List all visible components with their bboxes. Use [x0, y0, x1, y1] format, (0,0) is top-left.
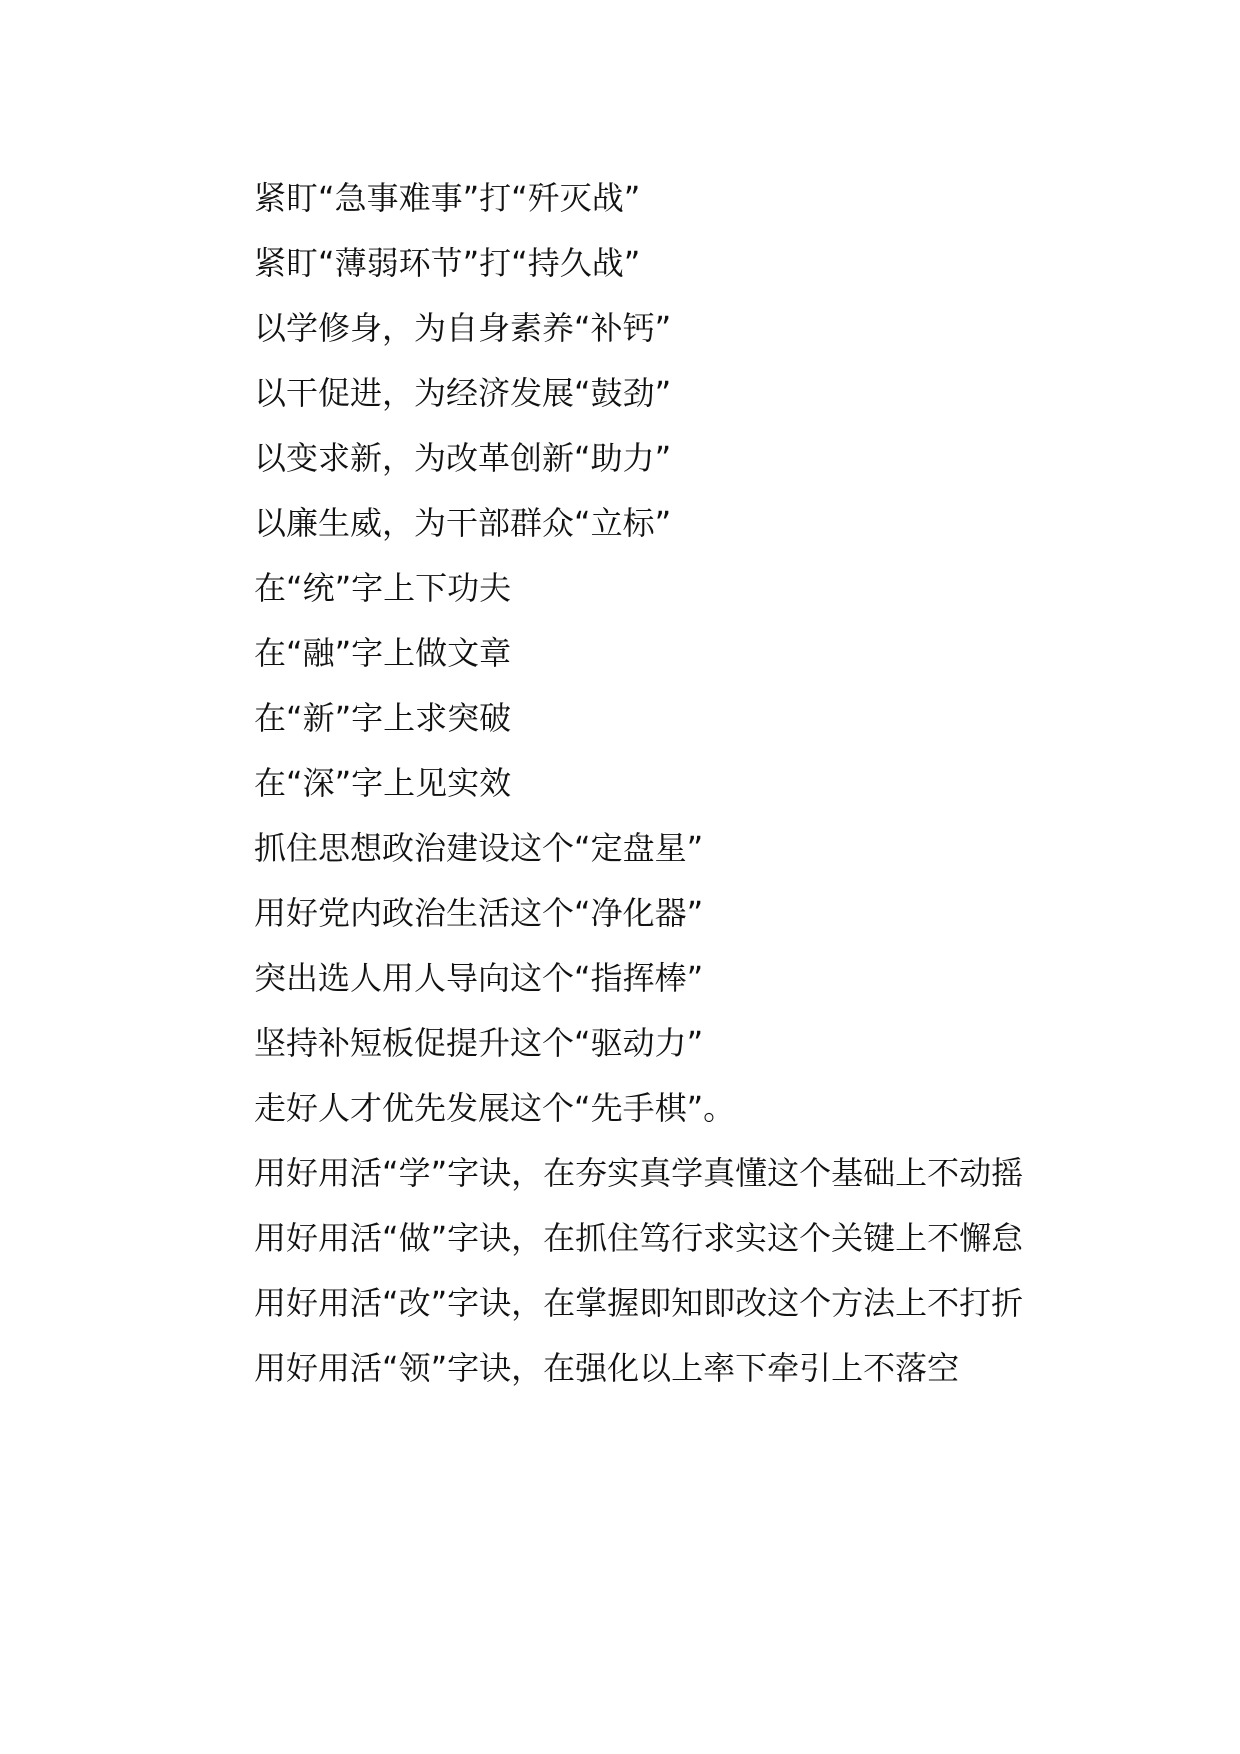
paragraph: 在“深”字上见实效: [254, 764, 512, 802]
paragraph: 用好用活“做”字诀，在抓住笃行求实这个关键上不懈怠: [254, 1219, 1024, 1257]
paragraph: 在“统”字上下功夫: [254, 569, 512, 607]
paragraph: 用好用活“改”字诀，在掌握即知即改这个方法上不打折: [254, 1284, 1024, 1322]
document-body: [188, 166, 1068, 1401]
paragraph: 以变求新，为改革创新“助力”: [254, 439, 672, 477]
paragraph: 以干促进，为经济发展“鼓劲”: [254, 374, 672, 412]
paragraph: 突出选人用人导向这个“指挥棒”: [254, 959, 704, 997]
paragraph: 用好党内政治生活这个“净化器”: [254, 894, 704, 932]
paragraph: 紧盯“薄弱环节”打“持久战”: [254, 244, 641, 282]
paragraph: 以学修身，为自身素养“补钙”: [254, 309, 672, 347]
paragraph: 走好人才优先发展这个“先手棋”。: [254, 1089, 736, 1127]
paragraph: 在“新”字上求突破: [254, 699, 512, 737]
paragraph: 以廉生威，为干部群众“立标”: [254, 504, 672, 542]
paragraph: 用好用活“领”字诀，在强化以上率下牵引上不落空: [254, 1349, 960, 1387]
paragraph: 抓住思想政治建设这个“定盘星”: [254, 829, 704, 867]
paragraph: 坚持补短板促提升这个“驱动力”: [254, 1024, 704, 1062]
paragraph: 用好用活“学”字诀，在夯实真学真懂这个基础上不动摇: [254, 1154, 1024, 1192]
paragraph: 在“融”字上做文章: [254, 634, 512, 672]
paragraph: 紧盯“急事难事”打“歼灭战”: [254, 179, 641, 217]
